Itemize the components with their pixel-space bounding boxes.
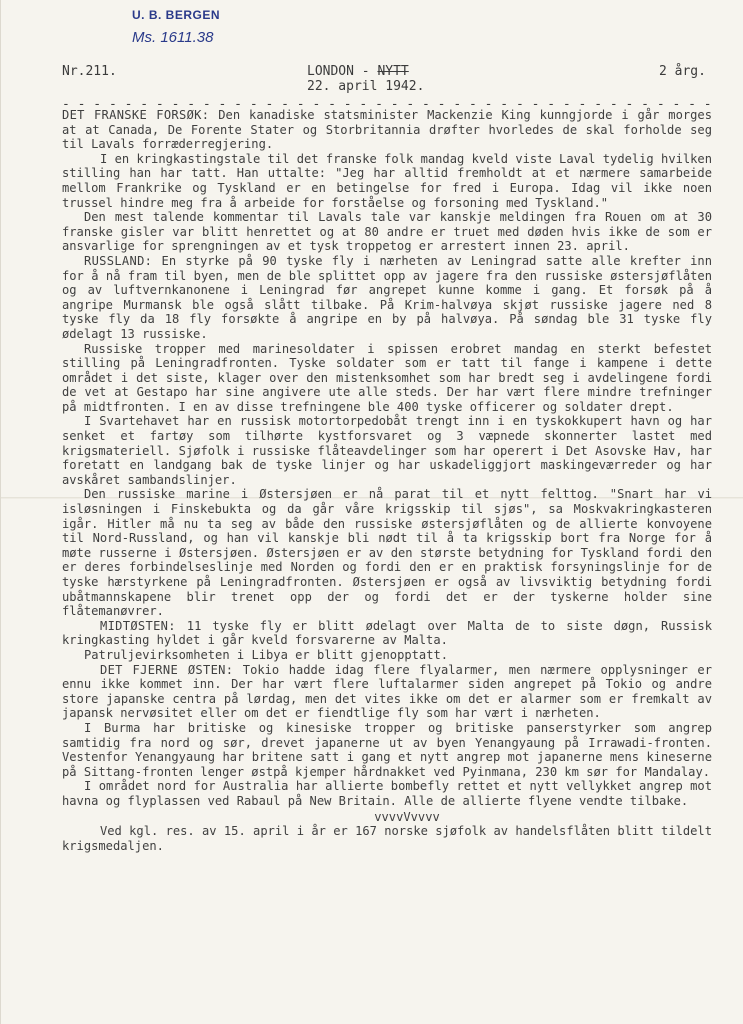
section-heading: DET FJERNE ØSTEN: bbox=[100, 662, 234, 677]
paragraph bbox=[62, 648, 712, 663]
paragraph bbox=[62, 414, 712, 487]
paragraph-text: Tokio hadde idag flere flyalarmer, men nærmere opplysninger er ennu ikke kommet inn. Der har vært flere luftalarmer siden angrepet på Tokio og andre store japanske centra på lørdag, men det vites ikke om det er alarmer som er fremkalt av japansk nervøsitet eller om det er fiendtlige fly som har vært i nærheten. bbox=[62, 662, 712, 721]
header-year: 2 årg. bbox=[659, 64, 706, 79]
paragraph bbox=[62, 663, 712, 721]
section-heading: RUSSLAND: bbox=[84, 253, 153, 268]
paragraph bbox=[62, 779, 712, 808]
header-struck-word: NYTT bbox=[377, 64, 409, 79]
paragraph-text: Den russiske marine i Østersjøen er nå parat til et nytt felttog. "Snart har vi isløsningen i Finskebukta og da går våre krigsskip til sjøs", sa Moskvakringkasteren igår. Hitler må nu ta seg av både den russiske østersjøflåten og de allierte konvoyene til Nord-Russland, og han vil kanskje bli nødt til å ta krigsskip bort fra Norge for å møte russerne i Østersjøen. Østersjøen er av den største betydning for Tyskland fordi den er deres forbindelseslinje med Norden og fordi den er en praktisk forsyningslinje for de tyske hærstyrkene på Leningradfronten. Østersjøen er også av livsviktig betydning fordi ubåtmannskapene blir trenet opp der og fordi det er der tyskerne holder sine flåtemanøvrer. bbox=[62, 487, 712, 619]
section-heading: DET FRANSKE FORSØK: bbox=[62, 108, 210, 122]
paragraph bbox=[62, 254, 712, 342]
paragraph-text: I Burma har britiske og kinesiske tropper og britiske panserstyrker som angrep samtidig fra nord og sør, drevet japanerne ut av byen Yenangyaung på Irrawadi-fronten. Vestenfor Yenangyaung har britene satt i gang et nytt angrep mot japanerne mens kineserne på Sittang-fronten lenger østpå kjemper hårdnakket ved Pyinmana, 230 km sør for Mandalay. bbox=[62, 720, 712, 779]
section-divider: vvvvVvvvv bbox=[374, 809, 440, 824]
closing-paragraph: Ved kgl. res. av 15. april i år er 167 norske sjøfolk av handelsflåten blitt tildelt krigsmedaljen. bbox=[62, 824, 712, 853]
section-heading: MIDTØSTEN: bbox=[100, 618, 176, 633]
paragraph bbox=[62, 108, 712, 152]
header-place-text: LONDON - bbox=[307, 64, 370, 79]
paragraph-text: Russiske tropper med marinesoldater i spissen erobret mandag en sterkt befestet stilling på Leningradfronten. Tyske soldater som er tatt til fange i kampene i dette området i det siste, klager over den mistenksomhet som har bredt seg i avdelingene fordi de vet at Gestapo har sine angivere ute alle steds. Der har vært flere mindre trefninger på midtfronten. I en av disse trefningene ble 400 tyske officerer og soldater drept. bbox=[62, 341, 712, 414]
paragraph-text: En styrke på 90 tyske fly i nærheten av Leningrad satte alle krefter inn for å nå fram til byen, men de ble splittet opp av jagere fra den russiske østersjøflåten og av luftvernkanonene i Leningrad før angrepet kunne komme i gang. Et forsøk på å angripe Murmansk ble også slått tilbake. På Krim-halvøya skjøt russiske jagere ned 8 tyske fly da 18 fly forsøkte å angripe en by på halvøya. På søndag ble 31 tyske fly ødelagt 13 russiske. bbox=[62, 253, 712, 341]
stamp-shelfmark: Ms. 1611.38 bbox=[132, 29, 214, 46]
paragraph-text: I området nord for Australia har allierte bombefly rettet et nytt vellykket angrep mot havna og flyplassen ved Rabaul på New Britain. Alle de allierte flyene vendte tilbake. bbox=[62, 779, 712, 808]
document-body bbox=[62, 108, 712, 853]
paragraph-text: Patruljevirksomheten i Libya er blitt gjenopptatt. bbox=[84, 647, 449, 662]
paragraph-text: I Svartehavet har en russisk motortorpedobåt trengt inn i en tyskokkupert havn og har senket et fartøy som tilhørte kystforsvaret og 3 væpnede skonnerter lastet med krigsmateriell. Sjøfolk i russiske flåteavdelinger som har operert i Det Asovske Hav, har foretatt en landgang bak de tyske linjer og har uskadeliggjort maskingeværreder og har avskåret sambandslinjer. bbox=[62, 414, 712, 487]
paragraph-text: 11 tyske fly er blitt ødelagt over Malta de to siste døgn, Russisk kringkasting hyldet i går kveld forsvarerne av Malta. bbox=[62, 618, 712, 648]
stamp-library: U. B. BERGEN bbox=[132, 8, 221, 22]
paragraph-text: Den kanadiske statsminister Mackenzie King kunngjorde i går morges at at Canada, De Forente Stater og Storbritannia drøfter hvorledes de skal forholde seg til Lavals forræderregjering. bbox=[62, 108, 712, 152]
header-place bbox=[307, 64, 409, 79]
paragraph bbox=[62, 342, 712, 415]
paragraph-text: Den mest talende kommentar til Lavals tale var kanskje meldingen fra Rouen om at 30 franske gisler var blitt henrettet og at 80 andre er truet med døden hvis ikke de som er ansvarlige for sprengningen av et tysk troppetog er arrestert innen 23. april. bbox=[62, 210, 712, 254]
paragraph bbox=[62, 487, 712, 618]
paragraph-text: I en kringkastingstale til det franske folk mandag kveld viste Laval tydelig hvilken stilling han har tatt. Han uttalte: "Jeg har alltid fremholdt at et nærmere samarbeide mellom Frankrike og Tyskland er en betingelse for fred i Europa. Idag vil ikke noen trussel hindre meg fra å arbeide for forståelse og forsoning med Tyskland." bbox=[62, 151, 712, 210]
paragraph bbox=[62, 721, 712, 779]
header-separator: - - - - - - - - - - - - - - - - - - - - - - - - - - - - - - - - - - - - - - - - - - bbox=[62, 97, 712, 112]
paragraph bbox=[62, 210, 712, 254]
header-date: 22. april 1942. bbox=[307, 79, 425, 94]
paragraph bbox=[62, 619, 712, 648]
library-stamp bbox=[132, 8, 220, 46]
issue-number: Nr.211. bbox=[62, 64, 117, 79]
paragraph bbox=[62, 152, 712, 210]
